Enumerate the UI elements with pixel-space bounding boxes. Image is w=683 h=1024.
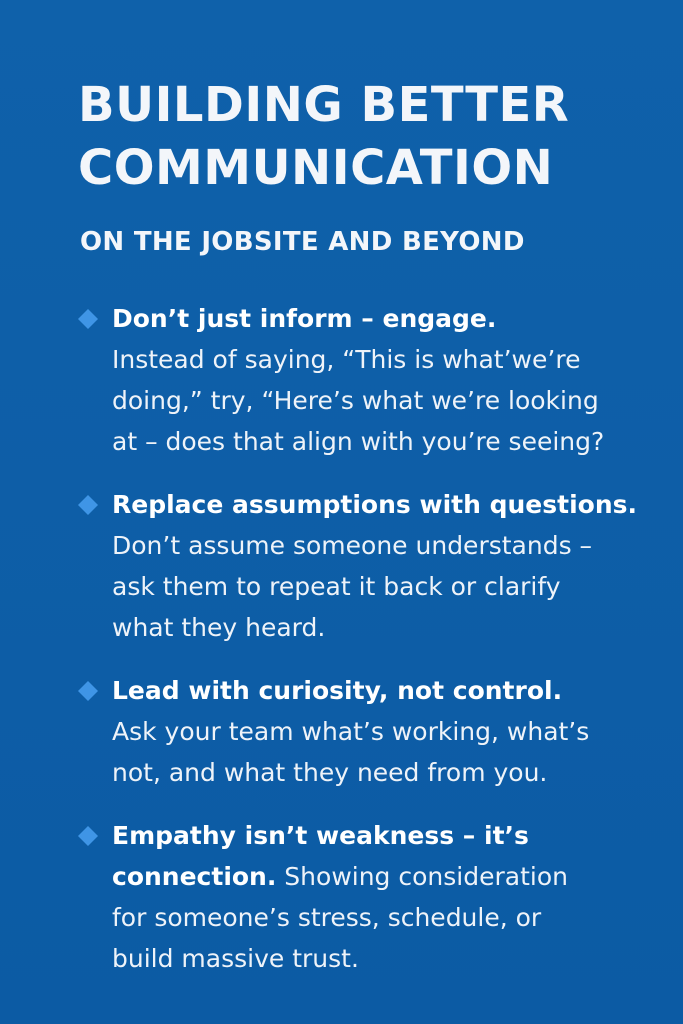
tips-list bbox=[78, 298, 653, 979]
tip-mixed-line bbox=[112, 856, 653, 897]
tip-lead-continued: connection. bbox=[112, 862, 277, 891]
title-line-1: BUILDING BETTER bbox=[78, 77, 570, 133]
diamond-bullet-icon bbox=[78, 309, 98, 329]
tip-item-questions bbox=[78, 484, 653, 648]
tip-item-empathy bbox=[78, 815, 653, 979]
tip-item-engage bbox=[78, 298, 653, 462]
tip-text-line: for someone’s stress, schedule, or bbox=[112, 903, 542, 932]
tip-text-line: Instead of saying, “This is what’we’re bbox=[112, 345, 581, 374]
tip-text-line: ask them to repeat it back or clarify bbox=[112, 572, 561, 601]
page-title bbox=[78, 74, 653, 200]
subtitle: ON THE JOBSITE AND BEYOND bbox=[80, 227, 525, 257]
tip-text-line: doing,” try, “Here’s what we’re looking bbox=[112, 386, 599, 415]
tip-lead: Empathy isn’t weakness – it’s bbox=[112, 821, 529, 850]
title-line-2: COMMUNICATION bbox=[78, 140, 554, 196]
diamond-bullet-icon bbox=[78, 681, 98, 701]
tip-text-line: Ask your team what’s working, what’s bbox=[112, 717, 590, 746]
tip-text-inline: Showing consideration bbox=[276, 862, 568, 891]
tip-text-line: at – does that align with you’re seeing? bbox=[112, 427, 605, 456]
tip-text-line: what they heard. bbox=[112, 613, 326, 642]
diamond-bullet-icon bbox=[78, 826, 98, 846]
tip-text-line: not, and what they need from you. bbox=[112, 758, 548, 787]
tip-text-line: build massive trust. bbox=[112, 944, 359, 973]
tip-text-line: Don’t assume someone understands – bbox=[112, 531, 593, 560]
tip-lead: Lead with curiosity, not control. bbox=[112, 676, 563, 705]
tip-lead: Don’t just inform – engage. bbox=[112, 304, 497, 333]
tip-item-curiosity bbox=[78, 670, 653, 793]
tip-lead: Replace assumptions with questions. bbox=[112, 490, 637, 519]
diamond-bullet-icon bbox=[78, 495, 98, 515]
